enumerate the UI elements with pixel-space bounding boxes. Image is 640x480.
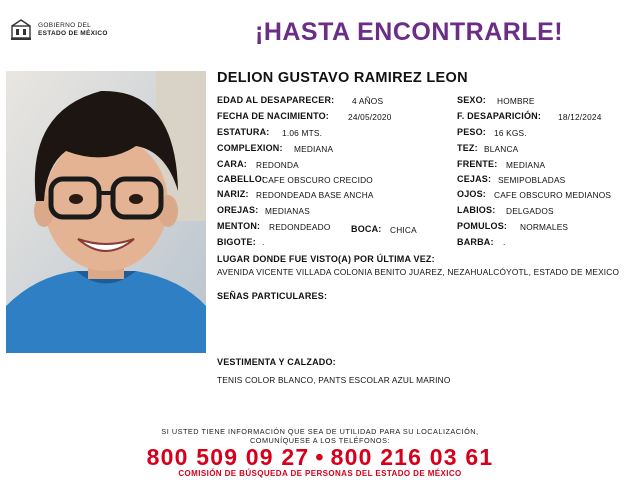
field-value-height: 1.06 MTS. [282, 128, 323, 138]
field-value-cheekbones: NORMALES [520, 222, 569, 232]
field-label-skin: TEZ: [457, 143, 478, 153]
phone-number-1[interactable]: 800 509 09 27 [146, 444, 310, 470]
field-label-beard: BARBA: [457, 237, 494, 247]
government-logo [10, 18, 120, 46]
logo-line-1: GOBIERNO DEL [38, 22, 92, 29]
field-label-face: CARA: [217, 159, 247, 169]
field-value-sex: HOMBRE [497, 96, 535, 106]
field-value-forehead: MEDIANA [506, 160, 546, 170]
field-label-eyebrows: CEJAS: [457, 174, 492, 184]
person-photo [6, 71, 206, 353]
field-value-eyes: CAFE OBSCURO MEDIANOS [494, 190, 612, 200]
field-label-age: EDAD AL DESAPARECER: [217, 95, 335, 105]
last-seen-value: AVENIDA VICENTE VILLADA COLONIA BENITO JUAREZ, NEZAHUALCÓYOTL, ESTADO DE MEXICO [217, 267, 620, 277]
field-value-lips: DELGADOS [506, 206, 554, 216]
child-portrait-illustration [6, 71, 206, 353]
field-label-mustache: BIGOTE: [217, 237, 256, 247]
field-value-mustache: . [262, 237, 265, 247]
logo-line-2: ESTADO DE MÉXICO [38, 30, 108, 37]
agency-name: COMISIÓN DE BÚSQUEDA DE PERSONAS DEL ESTADO DE MÉXICO [178, 469, 462, 478]
last-seen-label: LUGAR DONDE FUE VISTO(A) POR ÚLTIMA VEZ: [217, 254, 435, 264]
field-label-nose: NARIZ: [217, 189, 249, 199]
field-value-hair: CAFE OBSCURO CRECIDO [262, 175, 373, 185]
field-label-ears: OREJAS: [217, 205, 259, 215]
field-value-skin: BLANCA [484, 144, 519, 154]
field-value-complexion: MEDIANA [294, 144, 334, 154]
field-value-ears: MEDIANAS [265, 206, 310, 216]
phone-numbers [0, 444, 640, 471]
field-value-beard: . [503, 237, 506, 247]
field-value-chin: REDONDEADO [269, 222, 331, 232]
field-value-face: REDONDA [256, 160, 299, 170]
contact-note-line-1: SI USTED TIENE INFORMACIÓN QUE SEA DE UTILIDAD PARA SU LOCALIZACIÓN, [161, 427, 479, 436]
phone-number-2[interactable]: 800 216 03 61 [330, 444, 494, 470]
field-label-height: ESTATURA: [217, 127, 270, 137]
distinguishing-marks-label: SEÑAS PARTICULARES: [217, 291, 328, 301]
field-label-cheekbones: POMULOS: [457, 221, 508, 231]
field-value-eyebrows: SEMIPOBLADAS [498, 175, 566, 185]
field-label-hair: CABELLO: [217, 174, 266, 184]
field-value-weight: 16 KGS. [494, 128, 527, 138]
clothing-label: VESTIMENTA Y CALZADO: [217, 357, 336, 367]
coat-of-arms-icon [10, 18, 32, 42]
field-value-age: 4 AÑOS [352, 96, 384, 106]
field-value-birthdate: 24/05/2020 [348, 112, 392, 122]
field-value-mouth: CHICA [390, 225, 417, 235]
field-label-weight: PESO: [457, 127, 487, 137]
field-label-birthdate: FECHA DE NACIMIENTO: [217, 111, 329, 121]
field-label-eyes: OJOS: [457, 189, 487, 199]
field-label-complexion: COMPLEXION: [217, 143, 283, 153]
contact-note-line-2: COMUNÍQUESE A LOS TELÉFONOS: [250, 436, 390, 445]
person-name: DELION GUSTAVO RAMIREZ LEON [217, 70, 468, 86]
field-label-lips: LABIOS: [457, 205, 496, 215]
clothing-value: TENIS COLOR BLANCO, PANTS ESCOLAR AZUL MARINO [217, 375, 451, 385]
field-value-disappearance-date: 18/12/2024 [558, 112, 602, 122]
field-value-nose: REDONDEADA BASE ANCHA [256, 190, 374, 200]
field-label-disappearance-date: F. DESAPARICIÓN: [457, 111, 542, 121]
field-label-mouth: BOCA: [351, 224, 382, 234]
page-title: ¡HASTA ENCONTRARLE! [255, 18, 564, 46]
field-label-sex: SEXO: [457, 95, 487, 105]
field-label-chin: MENTON: [217, 221, 261, 231]
phone-separator: • [315, 444, 325, 470]
field-label-forehead: FRENTE: [457, 159, 498, 169]
